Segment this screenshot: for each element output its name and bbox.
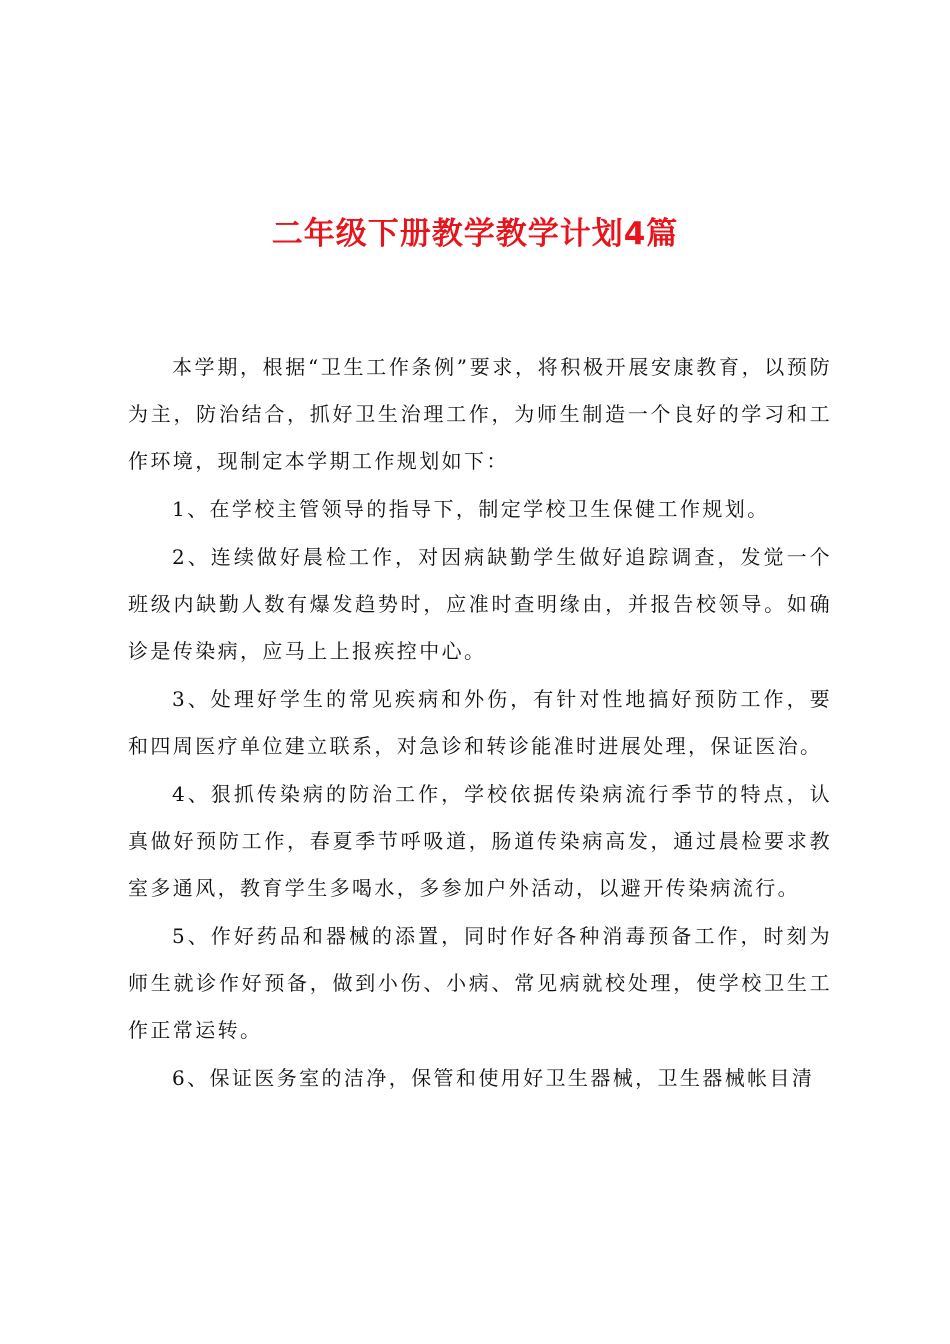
- paragraph-item-6: 6、保证医务室的洁净，保管和使用好卫生器械，卫生器械帐目清: [172, 1066, 815, 1090]
- paragraph-item-1: 1、在学校主管领导的指导下，制定学校卫生保健工作规划。: [172, 497, 770, 521]
- paragraph-item-4: 4、狠抓传染病的防治工作，学校依据传染病流行季节的特点，认真做好预防工作，春夏季节呼吸道，肠道传染病高发，通过晨检要求教室多通风，教育学生多喝水，多参加户外活动，以避开传染病流行。: [128, 782, 832, 900]
- paragraph-item-3: 3、处理好学生的常见疾病和外伤，有针对性地搞好预防工作，要和四周医疗单位建立联系，对急诊和转诊能准时进展处理，保证医治。: [128, 687, 832, 758]
- paragraph-item-5: 5、作好药品和器械的添置，同时作好各种消毒预备工作，时刻为师生就诊作好预备，做到小伤、小病、常见病就校处理，使学校卫生工作正常运转。: [128, 924, 832, 1042]
- document-title: 二年级下册教学教学计划4篇: [271, 216, 679, 252]
- paragraph-item-2: 2、连续做好晨检工作，对因病缺勤学生做好追踪调查，发觉一个班级内缺勤人数有爆发趋势时，应准时查明缘由，并报告校领导。如确诊是传染病，应马上上报疾控中心。: [128, 545, 832, 663]
- paragraph-intro: 本学期，根据“卫生工作条例”要求，将积极开展安康教育，以预防为主，防治结合，抓好卫生治理工作，为师生制造一个良好的学习和工作环境，现制定本学期工作规划如下：: [128, 355, 832, 473]
- document-body: [128, 344, 832, 1102]
